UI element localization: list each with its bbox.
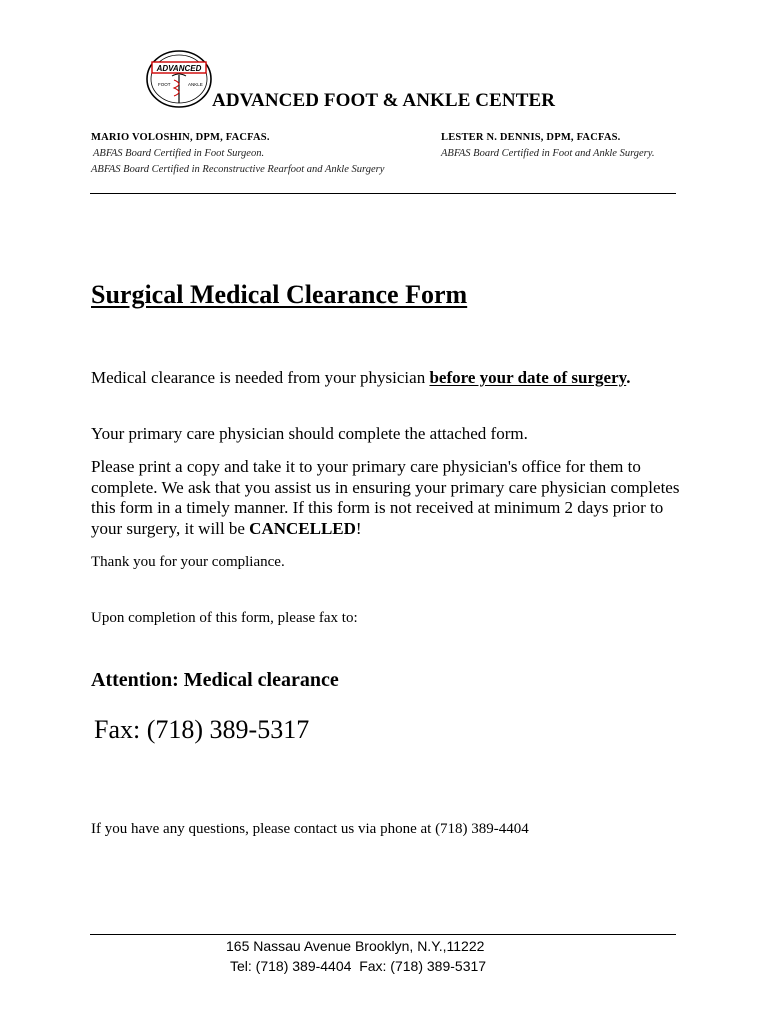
doctor-right-credential-1: ABFAS Board Certified in Foot and Ankle Surgery. (441, 148, 655, 159)
doctor-right-name: LESTER N. DENNIS, DPM, FACFAS. (441, 132, 621, 143)
thanks-text: Thank you for your compliance. (91, 554, 285, 570)
cancelled-emphasis: CANCELLED (249, 518, 356, 538)
clearance-notice-text: Medical clearance is needed from your physician (91, 368, 430, 387)
svg-text:ADVANCED: ADVANCED (156, 64, 202, 73)
footer-divider (90, 934, 676, 935)
clearance-notice (91, 367, 630, 388)
form-title: Surgical Medical Clearance Form (91, 280, 468, 309)
fax-intro-text: Upon completion of this form, please fax to: (91, 610, 358, 626)
clinic-logo (144, 48, 214, 110)
header-divider (90, 193, 676, 194)
doctor-left-name: MARIO VOLOSHIN, DPM, FACFAS. (91, 132, 270, 143)
surgery-date-emphasis: before your date of surgery (429, 368, 627, 387)
instructions-text: Please print a copy and take it to your primary care physician's office for them to complete. We ask that you assist us in ensuring your primary care physician completes this form in a timely manner. If this form is not received at minimum 2 days prior to your surgery, it will be (91, 457, 680, 538)
doctor-left-credential-1: ABFAS Board Certified in Foot Surgeon. (93, 148, 265, 159)
attention-heading: Attention: Medical clearance (91, 669, 339, 691)
questions-text: If you have any questions, please contact us via phone at (718) 389-4404 (91, 821, 529, 837)
svg-text:FOOT: FOOT (158, 82, 171, 87)
fax-number: Fax: (718) 389-5317 (94, 715, 310, 744)
svg-text:ANKLE: ANKLE (188, 82, 203, 87)
doctor-left-credential-2: ABFAS Board Certified in Reconstructive Rearfoot and Ankle Surgery (91, 164, 385, 175)
instructions-exclaim: ! (355, 518, 362, 538)
center-name: ADVANCED FOOT & ANKLE CENTER (212, 90, 556, 111)
footer-address: 165 Nassau Avenue Brooklyn, N.Y.,11222 (226, 938, 485, 954)
instructions-paragraph (91, 457, 681, 539)
clearance-notice-period: . (626, 368, 631, 387)
footer-contact: Tel: (718) 389-4404 Fax: (718) 389-5317 (230, 958, 487, 974)
pcp-instruction: Your primary care physician should complete the attached form. (91, 424, 528, 443)
